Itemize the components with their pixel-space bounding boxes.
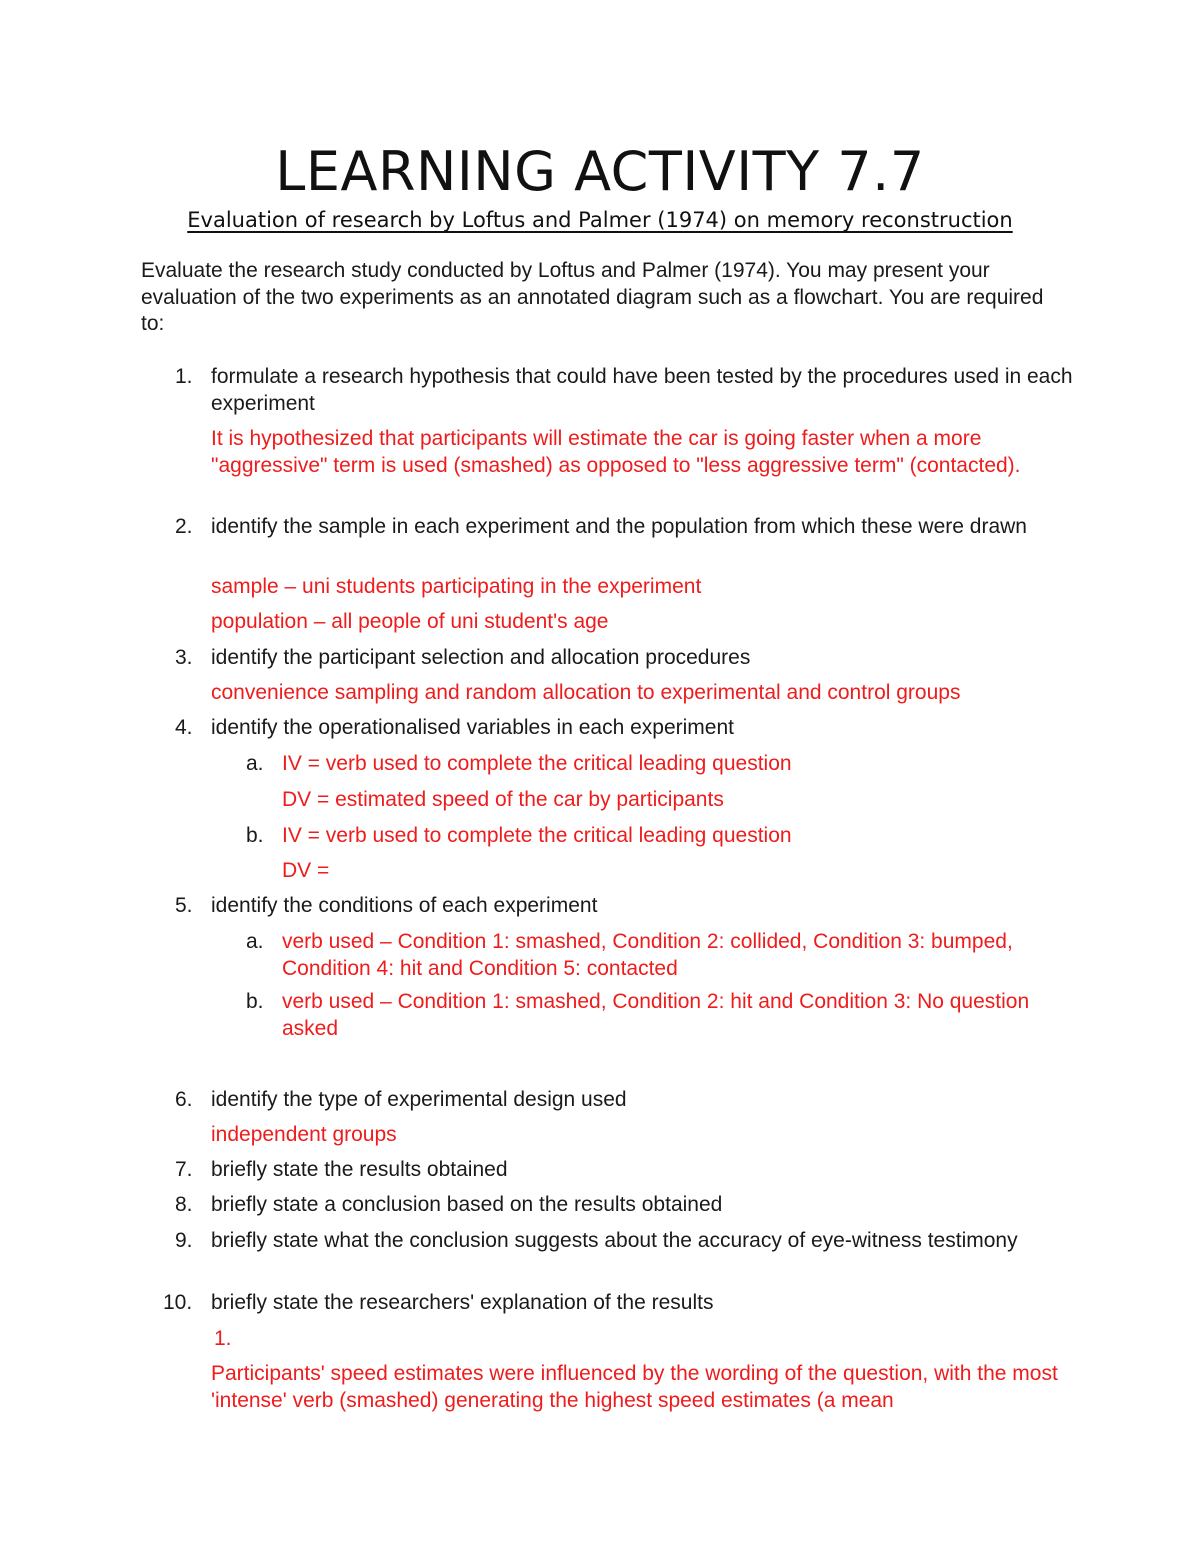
list-item-number: 5. [175, 894, 193, 917]
list-item-number: 7. [175, 1158, 193, 1181]
answer-design: independent groups [211, 1123, 397, 1146]
sub-item-label: b. [246, 824, 264, 847]
list-item-number: 1. [175, 365, 193, 388]
list-item-number: 6. [175, 1088, 193, 1111]
list-item-number: 10. [163, 1291, 193, 1314]
list-item-text: identify the conditions of each experiment [211, 894, 598, 917]
answer-explanation-number: 1. [214, 1327, 232, 1350]
list-item-text: briefly state the results obtained [211, 1158, 508, 1181]
sub-item-label: a. [246, 930, 264, 953]
list-item-text: briefly state what the conclusion suggests about the accuracy of eye-witness testimony [211, 1229, 1018, 1252]
list-item-text: formulate a research hypothesis that could have been tested by the procedures used in each experiment [211, 365, 1073, 415]
list-item-number: 2. [175, 515, 193, 538]
list-item-number: 3. [175, 646, 193, 669]
answer-population: population – all people of uni student's age [211, 610, 609, 633]
sub-item-label: b. [246, 990, 264, 1013]
answer-selection: convenience sampling and random allocation to experimental and control groups [211, 681, 961, 704]
answer-iv-a: IV = verb used to complete the critical leading question [282, 752, 792, 775]
answer-conditions-b: verb used – Condition 1: smashed, Condition 2: hit and Condition 3: No question asked [282, 990, 1030, 1040]
list-item-number: 4. [175, 716, 193, 739]
answer-dv-a: DV = estimated speed of the car by participants [282, 788, 724, 811]
list-item-number: 9. [175, 1229, 193, 1252]
sub-item-label: a. [246, 752, 264, 775]
answer-hypothesis: It is hypothesized that participants will estimate the car is going faster when a more "aggressive" term is used (smashed) as opposed to "less aggressive term" (contacted). [211, 427, 1021, 477]
list-item-number: 8. [175, 1193, 193, 1216]
answer-sample: sample – uni students participating in the experiment [211, 575, 702, 598]
list-item-text: identify the operationalised variables in each experiment [211, 716, 734, 739]
page-title: LEARNING ACTIVITY 7.7 [275, 140, 925, 203]
answer-iv-b: IV = verb used to complete the critical leading question [282, 824, 792, 847]
list-item-text: briefly state the researchers' explanation of the results [211, 1291, 714, 1314]
page-subtitle: Evaluation of research by Loftus and Palmer (1974) on memory reconstruction [187, 208, 1013, 232]
answer-explanation: Participants' speed estimates were influenced by the wording of the question, with the most 'intense' verb (smashed) generating the highest speed estimates (a mean [211, 1362, 1058, 1412]
list-item-text: identify the type of experimental design used [211, 1088, 627, 1111]
list-item-text: identify the participant selection and allocation procedures [211, 646, 751, 669]
answer-dv-b: DV = [282, 859, 330, 882]
list-item-text: identify the sample in each experiment and the population from which these were drawn [211, 515, 1027, 538]
list-item-text: briefly state a conclusion based on the results obtained [211, 1193, 723, 1216]
intro-paragraph: Evaluate the research study conducted by Loftus and Palmer (1974). You may present your evaluation of the two experiments as an annotated diagram such as a flowchart. You are required to: [141, 259, 1044, 335]
answer-conditions-a: verb used – Condition 1: smashed, Condition 2: collided, Condition 3: bumped, Condition 4: hit and Condition 5: contacted [282, 930, 1013, 980]
